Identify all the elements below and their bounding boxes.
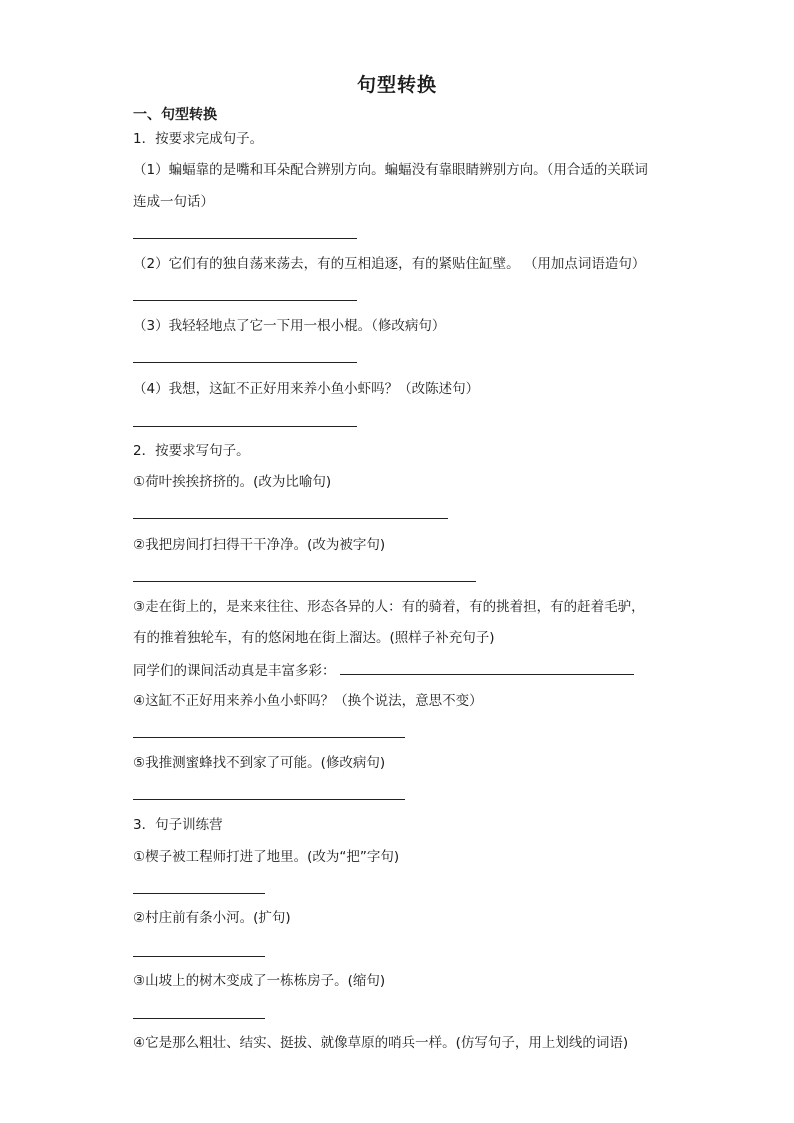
q2-heading: 2．按要求写句子。 (133, 443, 250, 459)
q3-item-1-answer-blank[interactable] (133, 893, 265, 894)
q2-item-3-prompt-text: 同学们的课间活动真是丰富多彩： (133, 663, 336, 679)
q2-item-3-line-1: ③走在街上的，是来来往往、形态各异的人：有的骑着，有的挑着担，有的赶着毛驴， (133, 599, 645, 615)
q2-item-4: ④这缸不正好用来养小鱼小虾吗？（换个说法，意思不变） (133, 693, 483, 709)
q1-item-1-line-2: 连成一句话） (133, 194, 214, 210)
page-title: 句型转换 (356, 74, 437, 96)
q2-item-5-answer-blank[interactable] (133, 799, 405, 800)
q1-item-3-answer-blank[interactable] (133, 362, 357, 363)
q3-item-2-answer-blank[interactable] (133, 956, 265, 957)
q2-item-1-answer-blank[interactable] (133, 518, 448, 519)
q1-item-3: （3）我轻轻地点了它一下用一根小棍。（修改病句） (133, 318, 446, 334)
q1-item-1-answer-blank[interactable] (133, 238, 357, 239)
q2-item-5: ⑤我推测蜜蜂找不到家了可能。(修改病句) (133, 755, 386, 771)
q3-item-3: ③山坡上的树木变成了一栋栋房子。(缩句) (133, 973, 386, 989)
q2-item-3-answer-blank[interactable] (340, 661, 634, 675)
q2-item-3-line-2: 有的推着独轮车，有的悠闲地在街上溜达。(照样子补充句子) (133, 630, 495, 646)
q1-item-4: （4）我想，这缸不正好用来养小鱼小虾吗？（改陈述句） (133, 381, 480, 397)
q1-item-1-line-1: （1）蝙蝠靠的是嘴和耳朵配合辨别方向。蝙蝠没有靠眼睛辨别方向。（用合适的关联词 (133, 162, 648, 178)
q2-item-3-prompt (133, 661, 634, 680)
q1-item-2-answer-blank[interactable] (133, 300, 357, 301)
q3-item-1: ①楔子被工程师打进了地里。(改为“把”字句) (133, 849, 400, 865)
q2-item-1: ①荷叶挨挨挤挤的。(改为比喻句) (133, 474, 332, 490)
q3-heading: 3．句子训练营 (133, 817, 223, 833)
q2-item-2: ②我把房间打扫得干干净净。(改为被字句) (133, 537, 386, 553)
q3-item-2: ②村庄前有条小河。(扩句) (133, 910, 291, 926)
q1-item-4-answer-blank[interactable] (133, 426, 357, 427)
q1-item-2: （2）它们有的独自荡来荡去，有的互相追逐，有的紧贴住缸壁。 （用加点词语造句） (133, 256, 646, 272)
section-heading: 一、句型转换 (133, 107, 217, 123)
q1-heading: 1．按要求完成句子。 (133, 131, 264, 147)
q3-item-4: ④它是那么粗壮、结实、挺拔、就像草原的哨兵一样。(仿写句子，用上划线的词语) (133, 1035, 629, 1051)
q3-item-3-answer-blank[interactable] (133, 1018, 265, 1019)
q2-item-2-answer-blank[interactable] (133, 581, 476, 582)
q2-item-4-answer-blank[interactable] (133, 737, 405, 738)
